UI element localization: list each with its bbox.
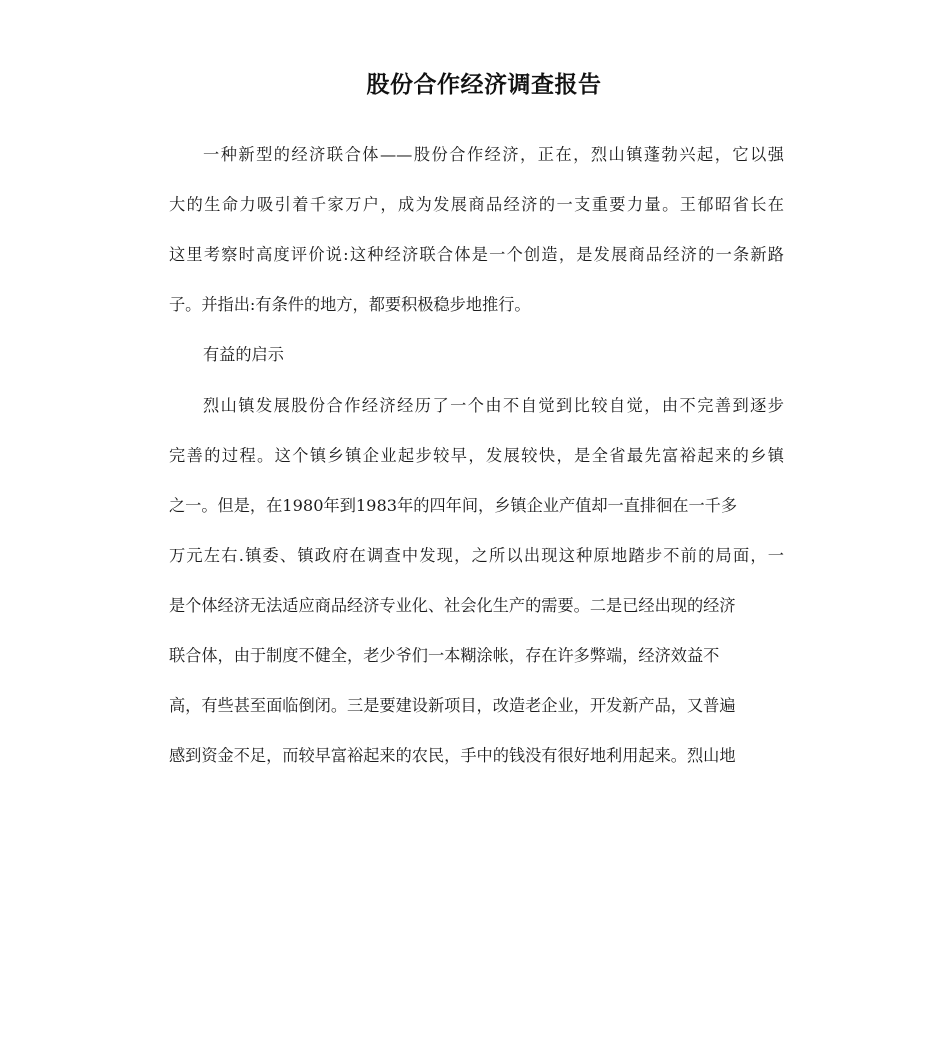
paragraph-line: 子。并指出:有条件的地方，都要积极稳步地推行。: [169, 295, 531, 314]
paragraph-line: 这里考察时高度评价说:这种经济联合体是一个创造，是发展商品经济的一条新路: [169, 245, 784, 264]
paragraph-line: 联合体，由于制度不健全，老少爷们一本糊涂帐，存在许多弊端，经济效益不: [169, 646, 720, 665]
paragraph-line: 烈山镇发展股份合作经济经历了一个由不自觉到比较自觉，由不完善到逐步: [203, 396, 784, 415]
paragraph-line: 高，有些甚至面临倒闭。三是要建设新项目，改造老企业，开发新产品，又普遍: [169, 696, 736, 715]
paragraph-line: 是个体经济无法适应商品经济专业化、社会化生产的需要。二是已经出现的经济: [169, 596, 736, 615]
document-title: 股份合作经济调查报告: [366, 72, 602, 98]
paragraph-line: 之一。但是，在1980年到1983年的四年间，乡镇企业产值却一直排徊在一千多: [169, 496, 738, 515]
section-heading: 有益的启示: [203, 345, 284, 364]
paragraph-line: 大的生命力吸引着千家万户，成为发展商品经济的一支重要力量。王郁昭省长在: [169, 195, 784, 214]
paragraph-line: 感到资金不足，而较早富裕起来的农民，手中的钱没有很好地利用起来。烈山地: [169, 746, 736, 765]
paragraph-line: 完善的过程。这个镇乡镇企业起步较早，发展较快，是全省最先富裕起来的乡镇: [169, 446, 784, 465]
paragraph-line: 万元左右.镇委、镇政府在调查中发现，之所以出现这种原地踏步不前的局面，一: [169, 546, 784, 565]
paragraph-line: 一种新型的经济联合体——股份合作经济，正在，烈山镇蓬勃兴起，它以强: [203, 145, 784, 164]
